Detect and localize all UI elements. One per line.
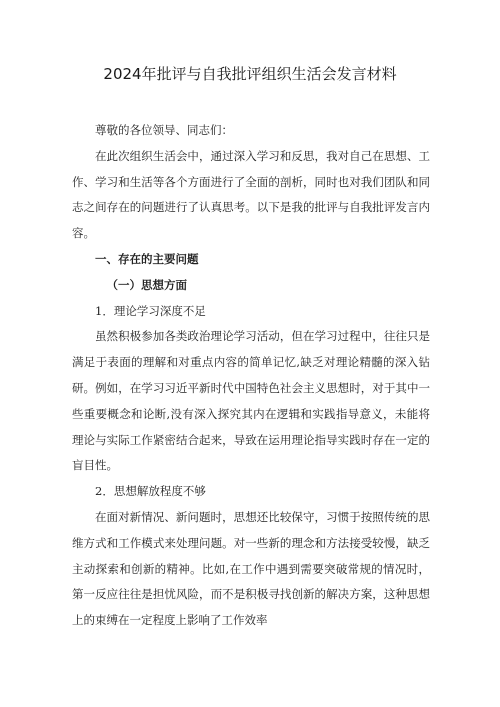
intro-paragraph: 在此次组织生活会中，通过深入学习和反思，我对自己在思想、工作、学习和生活等各个方面进行了全面的剖析，同时也对我们团队和同志之间存在的问题进行了认真思考。以下是我的批评与自我批评发言内容。 [72, 148, 430, 241]
subsection-heading-thought: （一）思想方面 [106, 277, 187, 292]
item-heading-theory-study: 1．理论学习深度不足 [95, 303, 206, 318]
item-paragraph-emancipation: 在面对新情况、新问题时，思想还比较保守，习惯于按照传统的思维方式和工作模式来处理问题。对一些新的理念和方法接受较慢，缺乏主动探索和创新的精神。比如,在工作中遇到需要突破常规的情况时，第一反应往往是担忧风险，而不是积极寻找创新的解决方案，这种思想上的束缚在一定程度上影响了工作效率 [72, 509, 430, 628]
document-title: 2024年批评与自我批评组织生活会发言材料 [103, 65, 397, 83]
document-body [72, 118, 430, 634]
item-heading-emancipation: 2．思想解放程度不够 [95, 484, 206, 499]
item-paragraph-theory-study: 虽然积极参加各类政治理论学习活动，但在学习过程中，往往只是满足于表面的理解和对重点内容的简单记忆,缺乏对理论精髓的深入钻研。例如，在学习习近平新时代中国特色社会主义思想时，对于其中一些重要概念和论断,没有深入探究其内在逻辑和实践指导意义，未能将理论与实际工作紧密结合起来，导致在运用理论指导实践时存在一定的盲目性。 [72, 329, 430, 473]
salutation: 尊敬的各位领导、同志们： [95, 123, 233, 137]
section-heading-problems: 一、存在的主要问题 [95, 251, 199, 266]
